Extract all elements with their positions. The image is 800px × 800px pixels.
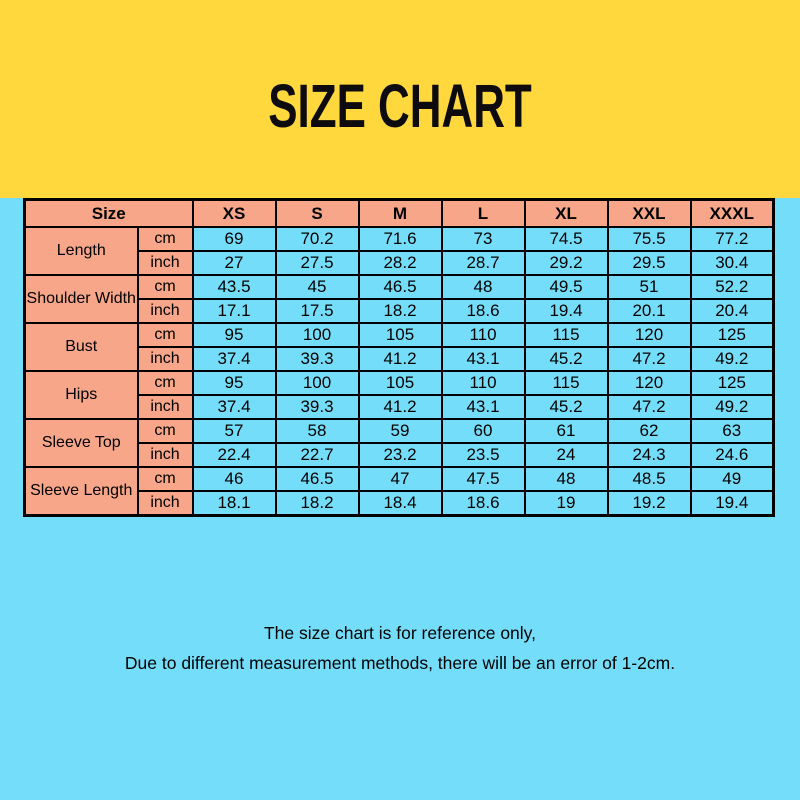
table-row xyxy=(25,347,774,371)
value-cell: 115 xyxy=(525,323,608,347)
value-cell: 27 xyxy=(193,251,276,275)
value-cell: 51 xyxy=(608,275,691,299)
value-cell: 24 xyxy=(525,443,608,467)
value-cell: 19.4 xyxy=(691,491,774,516)
value-cell: 47.2 xyxy=(608,395,691,419)
table-row xyxy=(25,323,774,347)
value-cell: 20.4 xyxy=(691,299,774,323)
value-cell: 52.2 xyxy=(691,275,774,299)
unit-label-inch: inch xyxy=(138,347,193,371)
value-cell: 37.4 xyxy=(193,395,276,419)
unit-label-cm: cm xyxy=(138,467,193,491)
value-cell: 43.1 xyxy=(442,395,525,419)
value-cell: 47.2 xyxy=(608,347,691,371)
measurement-label: Sleeve Length xyxy=(25,467,138,516)
value-cell: 120 xyxy=(608,371,691,395)
value-cell: 105 xyxy=(359,323,442,347)
value-cell: 17.5 xyxy=(276,299,359,323)
value-cell: 17.1 xyxy=(193,299,276,323)
value-cell: 63 xyxy=(691,419,774,443)
table-header-row xyxy=(25,200,774,228)
value-cell: 29.5 xyxy=(608,251,691,275)
value-cell: 70.2 xyxy=(276,227,359,251)
table-row xyxy=(25,251,774,275)
value-cell: 46 xyxy=(193,467,276,491)
value-cell: 95 xyxy=(193,371,276,395)
value-cell: 49.5 xyxy=(525,275,608,299)
value-cell: 19 xyxy=(525,491,608,516)
value-cell: 69 xyxy=(193,227,276,251)
measurement-label: Sleeve Top xyxy=(25,419,138,467)
value-cell: 48 xyxy=(525,467,608,491)
unit-label-inch: inch xyxy=(138,251,193,275)
unit-label-inch: inch xyxy=(138,299,193,323)
value-cell: 18.6 xyxy=(442,299,525,323)
value-cell: 22.7 xyxy=(276,443,359,467)
value-cell: 23.2 xyxy=(359,443,442,467)
value-cell: 125 xyxy=(691,371,774,395)
size-column-header-xxxl: XXXL xyxy=(691,200,774,228)
value-cell: 19.4 xyxy=(525,299,608,323)
value-cell: 60 xyxy=(442,419,525,443)
value-cell: 115 xyxy=(525,371,608,395)
value-cell: 45.2 xyxy=(525,347,608,371)
unit-label-cm: cm xyxy=(138,323,193,347)
page-title: SIZE CHART xyxy=(268,72,532,140)
table-area xyxy=(23,198,775,517)
unit-label-cm: cm xyxy=(138,419,193,443)
table-row xyxy=(25,467,774,491)
footer-line-1: The size chart is for reference only, xyxy=(263,623,536,643)
value-cell: 18.1 xyxy=(193,491,276,516)
value-cell: 57 xyxy=(193,419,276,443)
title-banner xyxy=(0,0,800,198)
value-cell: 49.2 xyxy=(691,395,774,419)
value-cell: 74.5 xyxy=(525,227,608,251)
value-cell: 45 xyxy=(276,275,359,299)
measurement-label: Length xyxy=(25,227,138,275)
value-cell: 18.2 xyxy=(276,491,359,516)
size-column-header-l: L xyxy=(442,200,525,228)
unit-label-cm: cm xyxy=(138,371,193,395)
value-cell: 77.2 xyxy=(691,227,774,251)
footer-line-2: Due to different measurement methods, there will be an error of 1-2cm. xyxy=(124,652,676,673)
value-cell: 46.5 xyxy=(359,275,442,299)
value-cell: 39.3 xyxy=(276,395,359,419)
value-cell: 18.6 xyxy=(442,491,525,516)
value-cell: 110 xyxy=(442,323,525,347)
table-row xyxy=(25,299,774,323)
value-cell: 75.5 xyxy=(608,227,691,251)
value-cell: 48.5 xyxy=(608,467,691,491)
value-cell: 62 xyxy=(608,419,691,443)
value-cell: 45.2 xyxy=(525,395,608,419)
value-cell: 125 xyxy=(691,323,774,347)
value-cell: 41.2 xyxy=(359,347,442,371)
value-cell: 18.2 xyxy=(359,299,442,323)
unit-label-cm: cm xyxy=(138,275,193,299)
value-cell: 23.5 xyxy=(442,443,525,467)
table-row xyxy=(25,275,774,299)
value-cell: 37.4 xyxy=(193,347,276,371)
value-cell: 110 xyxy=(442,371,525,395)
size-column-header-xs: XS xyxy=(193,200,276,228)
value-cell: 18.4 xyxy=(359,491,442,516)
value-cell: 43.1 xyxy=(442,347,525,371)
unit-label-inch: inch xyxy=(138,395,193,419)
table-row xyxy=(25,371,774,395)
size-column-header-s: S xyxy=(276,200,359,228)
measurement-label: Hips xyxy=(25,371,138,419)
value-cell: 48 xyxy=(442,275,525,299)
value-cell: 24.3 xyxy=(608,443,691,467)
table-row xyxy=(25,227,774,251)
corner-size-header: Size xyxy=(25,200,193,228)
value-cell: 47 xyxy=(359,467,442,491)
value-cell: 100 xyxy=(276,371,359,395)
size-column-header-xxl: XXL xyxy=(608,200,691,228)
value-cell: 49 xyxy=(691,467,774,491)
value-cell: 29.2 xyxy=(525,251,608,275)
value-cell: 49.2 xyxy=(691,347,774,371)
value-cell: 47.5 xyxy=(442,467,525,491)
size-column-header-m: M xyxy=(359,200,442,228)
table-row xyxy=(25,443,774,467)
unit-label-cm: cm xyxy=(138,227,193,251)
value-cell: 100 xyxy=(276,323,359,347)
table-row xyxy=(25,491,774,516)
value-cell: 20.1 xyxy=(608,299,691,323)
measurement-label: Bust xyxy=(25,323,138,371)
table-row xyxy=(25,395,774,419)
table-row xyxy=(25,419,774,443)
value-cell: 24.6 xyxy=(691,443,774,467)
value-cell: 30.4 xyxy=(691,251,774,275)
value-cell: 41.2 xyxy=(359,395,442,419)
value-cell: 22.4 xyxy=(193,443,276,467)
measurement-label: Shoulder Width xyxy=(25,275,138,323)
footer-note xyxy=(0,625,800,684)
unit-label-inch: inch xyxy=(138,443,193,467)
unit-label-inch: inch xyxy=(138,491,193,516)
size-table xyxy=(23,198,775,517)
value-cell: 58 xyxy=(276,419,359,443)
value-cell: 73 xyxy=(442,227,525,251)
value-cell: 71.6 xyxy=(359,227,442,251)
size-column-header-xl: XL xyxy=(525,200,608,228)
value-cell: 59 xyxy=(359,419,442,443)
value-cell: 28.2 xyxy=(359,251,442,275)
value-cell: 28.7 xyxy=(442,251,525,275)
value-cell: 46.5 xyxy=(276,467,359,491)
value-cell: 95 xyxy=(193,323,276,347)
value-cell: 19.2 xyxy=(608,491,691,516)
value-cell: 39.3 xyxy=(276,347,359,371)
value-cell: 43.5 xyxy=(193,275,276,299)
value-cell: 61 xyxy=(525,419,608,443)
value-cell: 105 xyxy=(359,371,442,395)
value-cell: 120 xyxy=(608,323,691,347)
value-cell: 27.5 xyxy=(276,251,359,275)
